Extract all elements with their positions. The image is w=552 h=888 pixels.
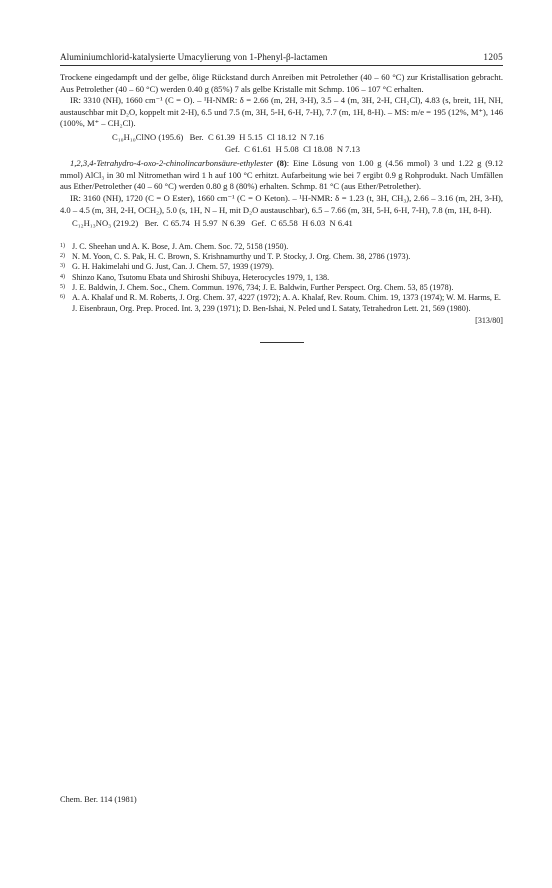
page-number: 1205 <box>483 52 503 62</box>
reference-item <box>60 283 503 293</box>
procedure-paragraph-compound-8 <box>60 158 503 193</box>
reference-item <box>60 252 503 262</box>
elemental-analysis-found: Gef. C 61.61 H 5.08 Cl 18.08 N 7.13 <box>225 143 361 154</box>
journal-page <box>60 52 503 343</box>
reference-number: 1) <box>60 242 65 249</box>
reference-text: G. H. Hakimelahi und G. Just, Can. J. Chem. 57, 1939 (1979). <box>72 262 274 272</box>
workup-paragraph: Trockene eingedampft und der gelbe, ölige Rückstand durch Anreiben mit Petrolether (40 – 60 °C) zur Kristallisation gebracht. Aus Petrolether (40 – 60 °C) werden 0.40 g (85%) 7 als gelbe Kristalle mit Schmp. 106 – 107 °C erhalten. <box>60 72 503 94</box>
elemental-analysis-compound-8: C₁₂H₁₃NO₃ (219.2) Ber. C 65.74 H 5.97 N 6.39 Gef. C 65.58 H 6.03 N 6.41 <box>72 218 353 229</box>
end-divider <box>260 342 304 343</box>
reference-item <box>60 293 503 314</box>
reference-item <box>60 262 503 272</box>
references-list <box>60 242 503 326</box>
spectral-data-compound-8: IR: 3160 (NH), 1720 (C = O Ester), 1660 cm⁻¹ (C = O Keton). – ¹H-NMR: δ = 1.23 (t, 3H, CH₃), 2.66 – 3.16 (m, 2H, 3-H), 4.0 – 4.5 (m, 3H, 2-H, OCH₂), 5.0 (s, 1H, N – H, mit D₂O austauschbar), 6.5 – 7.66 (m, 3H, 5-H, 6-H, 7-H), 7.8 (m, 1H, 8-H). <box>60 192 503 215</box>
reference-number: 2) <box>60 253 65 260</box>
reference-number: 5) <box>60 283 65 290</box>
reference-text: N. M. Yoon, C. S. Pak, H. C. Brown, S. Krishnamurthy und T. P. Stocky, J. Org. Chem. 38, 2786 (1973). <box>72 252 411 262</box>
reference-item <box>60 242 503 252</box>
reference-number: 4) <box>60 273 65 280</box>
elemental-analysis-calculated: C₁₀H₁₀ClNO (195.6) Ber. C 61.39 H 5.15 Cl 18.12 N 7.16 <box>112 131 324 142</box>
reference-item <box>60 273 503 283</box>
running-head <box>60 52 503 66</box>
reference-text: J. C. Sheehan und A. K. Bose, J. Am. Chem. Soc. 72, 5158 (1950). <box>72 241 289 251</box>
running-head-title: Aluminiumchlorid-katalysierte Umacylierung von 1-Phenyl-β-lactamen <box>60 52 328 62</box>
compound-number: (8) <box>276 158 287 169</box>
compound-name: 1,2,3,4-Tetrahydro-4-oxo-2-chinolincarbonsäure-ethylester <box>70 158 273 169</box>
spectral-data-compound-7: IR: 3310 (NH), 1660 cm⁻¹ (C = O). – ¹H-NMR: δ = 2.66 (m, 2H, 3-H), 3.5 – 4 (m, 3H, 2-H, CH₂Cl), 4.83 (s, breit, 1H, NH, austauschbar mit D₂O, koppelt mit 2-H), 6.5 und 7.5 (m, 3H, 5-H, 6-H, 7-H), 7.7 (m, 1H, 8-H). – MS: m/e = 195 (12%, M⁺), 146 (100%, M⁺ – CH₂Cl). <box>60 95 503 129</box>
reference-number: 6) <box>60 294 65 301</box>
reference-number: 3) <box>60 263 65 270</box>
journal-citation-footer: Chem. Ber. 114 (1981) <box>60 795 137 804</box>
reference-text: A. A. Khalaf und R. M. Roberts, J. Org. Chem. 37, 4227 (1972); A. A. Khalaf, Rev. Roum. Chim. 19, 1373 (1974); W. M. Harms, E. J. Eisenbraun, Org. Prep. Proced. Int. 3, 239 (1971); D. Ben-Ishai, N. Peled und I. Sataty, Tetrahedron Lett. 21, 569 (1980). <box>72 293 501 313</box>
procedure-text: : Eine Lösung von 1.00 g (4.56 mmol) 3 und 1.22 g (9.12 mmol) AlCl₃ in 30 ml Nitromethan wird 1 h auf 100 °C erhitzt. Aufarbeitung wie bei 7 ergibt 0.9 g Rohprodukt. Nach Umfällen aus Ether/Petrolether (40 – 60 °C) werden 0.80 g 8 (80%) erhalten. Schmp. 81 °C (aus Ether/Petrolether). <box>60 158 504 192</box>
manuscript-code: [313/80] <box>475 315 503 325</box>
experimental-section <box>60 72 503 230</box>
reference-text: J. E. Baldwin, J. Chem. Soc., Chem. Commun. 1976, 734; J. E. Baldwin, Further Perspect. Org. Chem. 53, 85 (1978). <box>72 282 454 292</box>
reference-text: Shinzo Kano, Tsutomu Ebata und Shiroshi Shibuya, Heterocycles 1979, 1, 138. <box>72 272 330 282</box>
